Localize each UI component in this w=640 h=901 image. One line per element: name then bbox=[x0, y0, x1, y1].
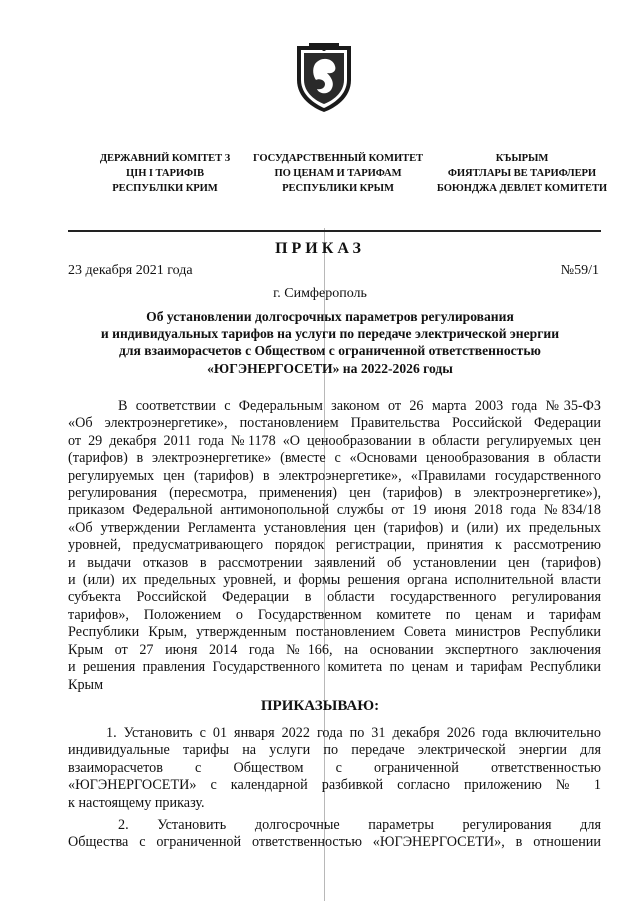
text-line: субъекта Российской Федерации в области государственного регулирования bbox=[68, 589, 601, 606]
document-title: ПРИКАЗ bbox=[275, 240, 365, 257]
text-line: 1. Установить с 01 января 2022 года по 31 декабря 2026 года включительно bbox=[106, 725, 601, 741]
text-line: приказом Федеральной антимонопольной службы от 19 июня 2018 года №834/18 bbox=[68, 502, 601, 519]
text-line: регулирования (пересмотра, применения) цен (тарифов) в электроэнергетике»), bbox=[68, 485, 601, 502]
text-line: Крым от 27 июня 2014 года №166, на основании экспертного заключения bbox=[68, 641, 601, 658]
text-line: и решения правления Государственного комитета по ценам и тарифам Республики bbox=[68, 659, 601, 676]
text-line: «Об утверждении Регламента установления цен (тарифов) и (или) их предельных bbox=[68, 519, 601, 536]
text-line: «ЮГЭНЕРГОСЕТИ» с календарной разбивкой согласно приложению № 1 bbox=[68, 777, 601, 794]
text-line: и выдачи отказов в рассмотрении заявлений об установлении цен (тарифов) bbox=[68, 554, 601, 571]
text-line: (тарифов) в электроэнергетике» (вместе с «Основами ценообразования в области bbox=[68, 450, 601, 467]
text-line: 2. Установить долгосрочные параметры регулирования для bbox=[118, 817, 601, 833]
text-line: индивидуальные тарифы на услуги по передаче электрической энергии для bbox=[68, 742, 601, 759]
document-date: 23 декабря 2021 года bbox=[68, 263, 193, 278]
order-item-2 bbox=[68, 817, 601, 852]
text-line: В соответствии с Федеральным законом от 26 марта 2003 года №35-ФЗ bbox=[118, 398, 601, 414]
text-line: Общества с ограниченной ответственностью «ЮГЭНЕРГОСЕТИ», в отношении bbox=[68, 834, 601, 851]
text-line: уровней, предусматривающего порядок регистрации, принятия к рассмотрению bbox=[68, 537, 601, 554]
committee-name-crimean-tatar: КЪЫРЫМ ФИЯТЛАРЫ ВЕ ТАРИФЛЕРИ БОЮНДЖА ДЕВЛЕТ КОМИТЕТИ bbox=[436, 153, 608, 194]
document-city: г. Симферополь bbox=[273, 286, 367, 301]
text-line: тарифов», Положением о Государственном комитете по ценам и тарифам bbox=[68, 606, 601, 623]
text-line: Крым bbox=[68, 676, 104, 693]
preamble-paragraph bbox=[68, 398, 601, 694]
document-subject: Об установлении долгосрочных параметров регулирования и индивидуальных тарифов на услуги по передаче электрической энергии для взаиморасчетов с Обществом с ограниченной ответственностью «ЮГЭНЕРГОСЕТИ» на 2022-2026 годы bbox=[100, 309, 560, 376]
header-divider bbox=[68, 230, 601, 232]
crimea-coat-of-arms-icon bbox=[291, 40, 357, 114]
text-line: взаиморасчетов с Обществом с ограниченной ответственностью bbox=[68, 759, 601, 776]
text-line: «Об электроэнергетике», постановлением Правительства Российской Федерации bbox=[68, 415, 601, 432]
text-line: и (или) их предельных уровней, и формы решения органа исполнительной власти bbox=[68, 572, 601, 589]
text-line: Республики Крым, утвержденным постановлением Совета министров Республики bbox=[68, 624, 601, 641]
text-line: регулируемых цен (тарифов) в электроэнергетике», «Правилами государственного bbox=[68, 467, 601, 484]
text-line: к настоящему приказу. bbox=[68, 794, 205, 811]
committee-name-ukrainian: ДЕРЖАВНИЙ КОМІТЕТ З ЦІН І ТАРИФІВ РЕСПУБЛІКИ КРИМ bbox=[99, 153, 231, 194]
document-number: №59/1 bbox=[560, 263, 599, 278]
order-item-1 bbox=[68, 725, 601, 812]
order-heading: ПРИКАЗЫВАЮ: bbox=[260, 698, 380, 714]
committee-name-russian: ГОСУДАРСТВЕННЫЙ КОМИТЕТ ПО ЦЕНАМ И ТАРИФАМ РЕСПУБЛИКИ КРЫМ bbox=[252, 153, 423, 194]
text-line: от 29 декабря 2011 года №1178 «О ценообразовании в области регулируемых цен bbox=[68, 432, 601, 449]
